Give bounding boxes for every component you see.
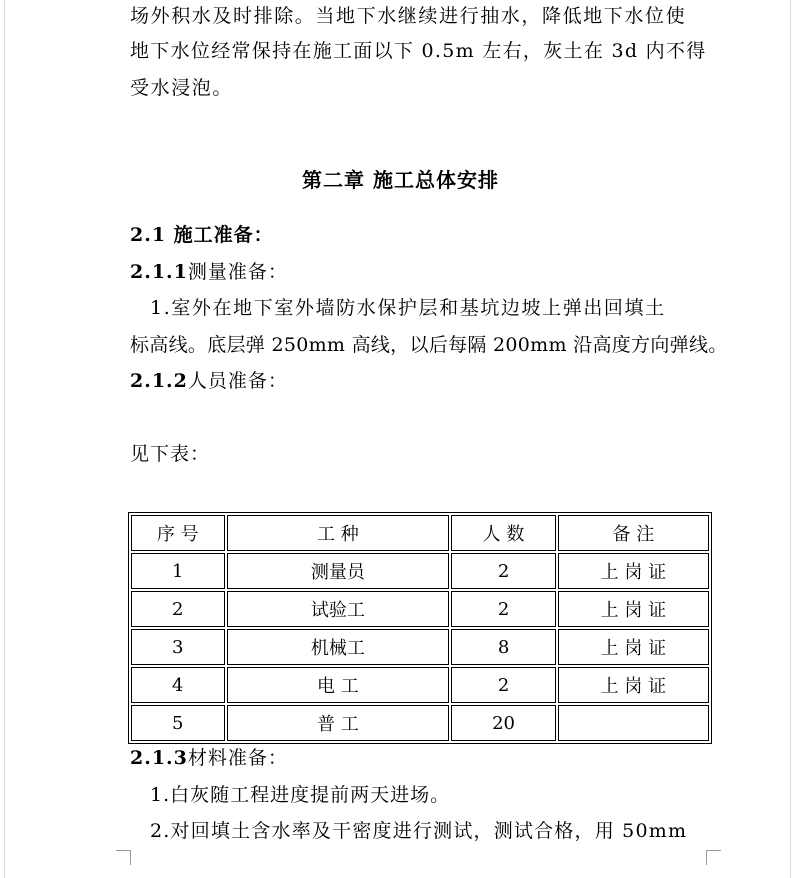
table-cell: 2 xyxy=(451,591,556,627)
table-cell: 20 xyxy=(451,705,556,741)
table-cell: 1 xyxy=(131,553,225,589)
table-cell: 普 工 xyxy=(227,705,450,741)
subsection-heading xyxy=(130,368,288,394)
table-cell: 2 xyxy=(131,591,225,627)
page-left-edge xyxy=(4,0,5,878)
table-cell xyxy=(558,705,709,741)
crop-mark xyxy=(116,850,131,865)
table-row xyxy=(131,667,709,703)
table-cell: 上 岗 证 xyxy=(558,591,709,627)
body-text-line: 标高线。底层弹 250mm 高线，以后每隔 200mm 沿高度方向弹线。 xyxy=(130,334,728,356)
subsection-title: 材料准备： xyxy=(187,747,288,769)
table-cell: 4 xyxy=(131,667,225,703)
body-text-line: 见下表： xyxy=(130,443,211,465)
table-cell: 试验工 xyxy=(227,591,450,627)
section-heading: 2.1 施工准备： xyxy=(130,224,274,246)
table-row xyxy=(131,629,709,665)
table-header-cell: 人 数 xyxy=(451,515,556,551)
staff-table xyxy=(128,512,712,744)
table-cell: 机械工 xyxy=(227,629,450,665)
subsection-title: 测量准备： xyxy=(187,261,288,283)
table-header-cell: 工 种 xyxy=(227,515,450,551)
table-header-row xyxy=(131,515,709,551)
body-text-line: 1.室外在地下室外墙防水保护层和基坑边坡上弹出回填土 xyxy=(150,297,666,319)
subsection-heading xyxy=(130,745,288,771)
body-text-line: 场外积水及时排除。当地下水继续进行抽水，降低地下水位使 xyxy=(130,5,687,27)
subsection-number: 2.1.3 xyxy=(130,747,188,769)
table-cell: 上 岗 证 xyxy=(558,667,709,703)
table-cell: 2 xyxy=(451,553,556,589)
subsection-heading xyxy=(130,259,288,285)
subsection-number: 2.1.1 xyxy=(130,261,188,283)
table-cell: 5 xyxy=(131,705,225,741)
table-cell: 8 xyxy=(451,629,556,665)
body-text-line: 1.白灰随工程进度提前两天进场。 xyxy=(150,784,451,806)
table-cell: 3 xyxy=(131,629,225,665)
table-row xyxy=(131,591,709,627)
body-text-line: 地下水位经常保持在施工面以下 0.5m 左右，灰土在 3d 内不得 xyxy=(130,40,707,62)
table-cell: 测量员 xyxy=(227,553,450,589)
chapter-title: 第二章 施工总体安排 xyxy=(302,168,499,192)
subsection-number: 2.1.2 xyxy=(130,370,188,392)
table-cell: 电 工 xyxy=(227,667,450,703)
body-text-line: 2.对回填土含水率及干密度进行测试，测试合格，用 50mm xyxy=(150,820,688,842)
table-header-cell: 备 注 xyxy=(558,515,709,551)
table-cell: 上 岗 证 xyxy=(558,629,709,665)
table-cell: 2 xyxy=(451,667,556,703)
subsection-title: 人员准备： xyxy=(187,370,288,392)
body-text-line: 受水浸泡。 xyxy=(130,77,234,99)
table-header-cell: 序 号 xyxy=(131,515,225,551)
crop-mark xyxy=(706,850,721,865)
table-cell: 上 岗 证 xyxy=(558,553,709,589)
page-right-edge xyxy=(790,0,791,878)
table-row xyxy=(131,553,709,589)
table-row xyxy=(131,705,709,741)
